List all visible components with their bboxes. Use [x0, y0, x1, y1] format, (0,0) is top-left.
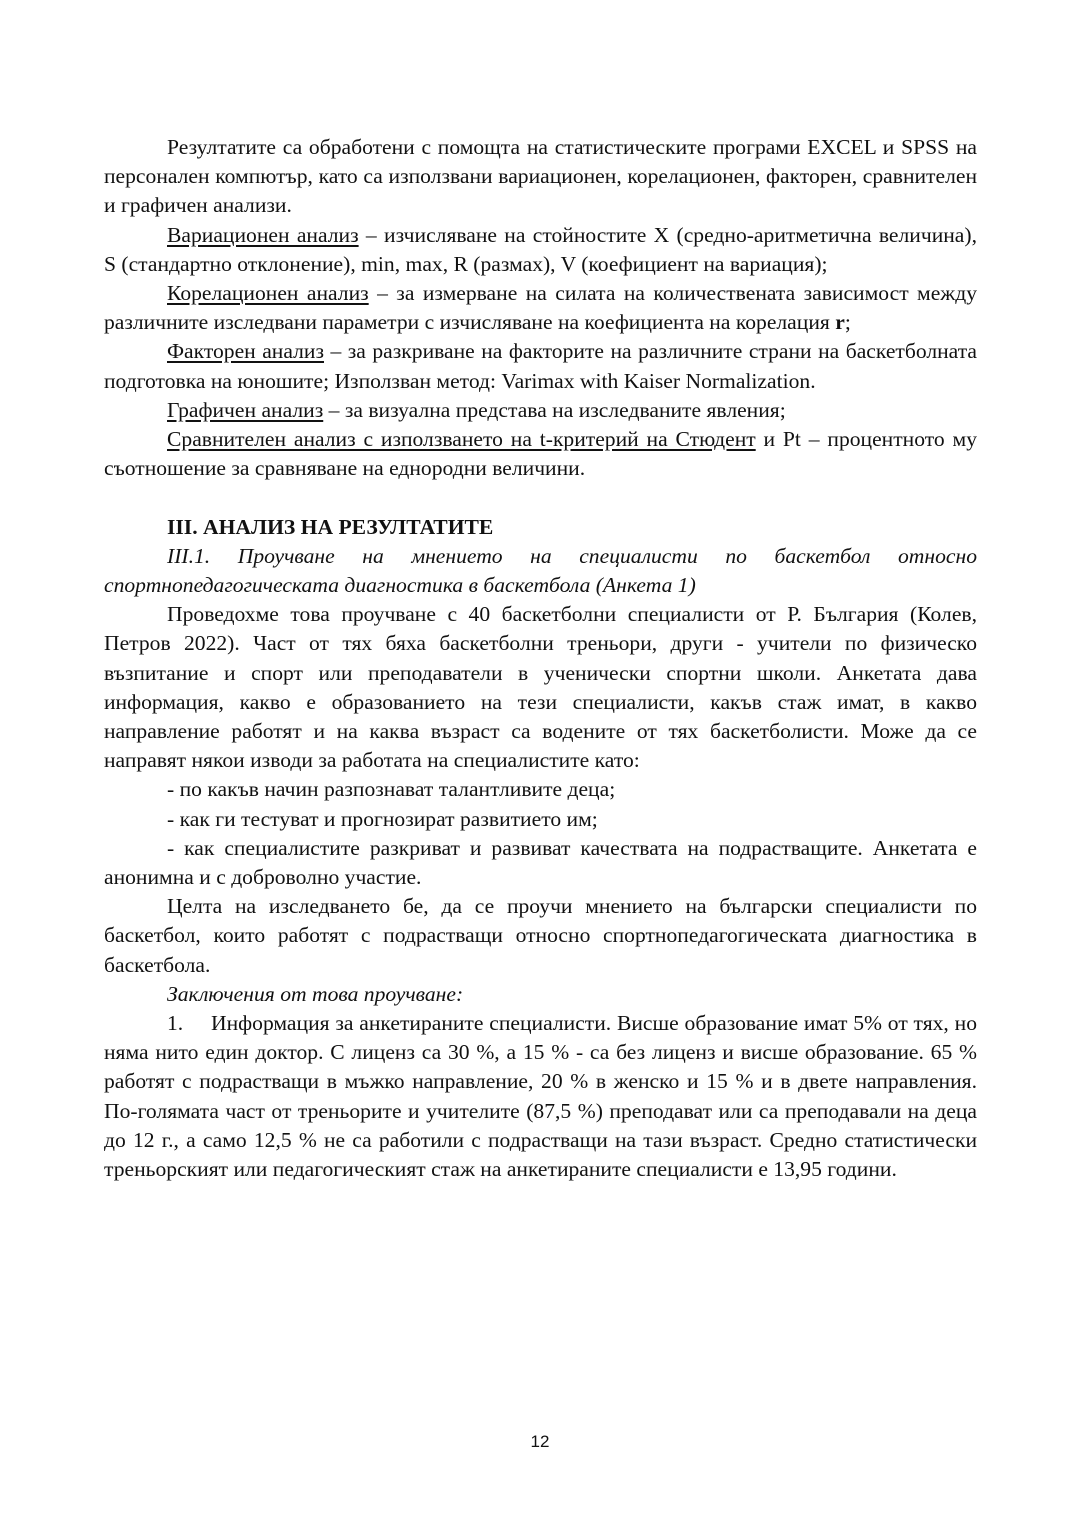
conclusions-label: Заключения от това проучване: — [167, 981, 464, 1006]
section-heading: III. АНАЛИЗ НА РЕЗУЛТАТИТЕ — [167, 514, 494, 539]
correlation-paragraph — [104, 279, 977, 337]
variation-paragraph — [104, 221, 977, 279]
comparative-paragraph — [104, 425, 977, 483]
graphic-paragraph — [104, 396, 977, 425]
factor-text: – за разкриване на факторите на различните страни на баскетболната подготовка на юношите; Използван метод: Varimax with Kaiser Normalization. — [104, 339, 977, 393]
section-subheading: III.1. Проучване на мнението на специалисти по баскетбол относно спортнопедагогическата диагностика в баскетбола (Анкета 1) — [104, 543, 977, 598]
page-body — [104, 133, 977, 1184]
bullet-item: - как ги тестуват и прогнозират развитието им; — [167, 806, 598, 831]
variation-label: Вариационен анализ — [167, 222, 359, 247]
correlation-text: – за измерване на силата на количествената зависимост между различните изследвани параметри с изчисляване на коефициента на корелация — [104, 281, 977, 335]
variation-text: – изчисляване на стойностите X (средно-аритметична величина), S (стандартно отклонение), min, max, R (размах), V (коефициент на вариация); — [104, 222, 977, 276]
item-number: 1. — [167, 1011, 184, 1036]
bullet-item: - по какъв начин разпознават талантливите деца; — [167, 777, 616, 802]
correlation-end: ; — [844, 310, 851, 335]
factor-label: Факторен анализ — [167, 339, 324, 364]
page-number: 12 — [530, 1432, 550, 1451]
bullet-item: - как специалистите разкриват и развиват качествата на подрастващите. Анкетата е анонимна и с доброволно участие. — [104, 835, 977, 890]
factor-paragraph — [104, 337, 977, 395]
correlation-r: r — [835, 310, 845, 335]
correlation-label: Корелационен анализ — [167, 281, 369, 306]
item-text: Информация за анкетираните специалисти. Висше образование имат 5% от тях, но няма нито един доктор. С лиценз са 30 %, а 15 % - са без лиценз и висше образование. 65 % работят с подрастващи в мъжко направление, 20 % в женско и 15 % и в двете направления. По-голямата част от треньорите и учителите (87,5 %) преподават или са преподавали на деца до 12 г., а само 12,5 % не са работили с подрастващи на тази възраст. Средно статистически треньорският или педагогическият стаж на анкетираните специалисти е 13,95 години. — [104, 1011, 977, 1182]
graphic-label: Графичен анализ — [167, 397, 324, 422]
conclusion-item-1 — [104, 1009, 977, 1184]
comparative-label: Сравнителен анализ с използването на t-критерий на Стюдент — [167, 427, 756, 452]
graphic-text: – за визуална представа на изследваните явления; — [323, 397, 786, 422]
methods-intro: Резултатите са обработени с помощта на статистическите програми EXCEL и SPSS на персонален компютър, като са използвани вариационен, корелационен, факторен, сравнителен и графичен анализи. — [104, 135, 977, 218]
study-paragraph: Проведохме това проучване с 40 баскетболни специалисти от Р. България (Колев, Петров 2022). Част от тях бяха баскетболни треньори, други - учители по физическо възпитание и спорт или преподаватели в ученически спортни школи. Анкетата дава информация, какво е образованието на тези специалисти, какъв стаж имат, в какво направление работят и на каква възраст са водените от тях баскетболисти. Може да се направят някои изводи за работата на специалистите като: — [104, 602, 977, 773]
goal-paragraph: Целта на изследването бе, да се проучи мнението на български специалисти по баскетбол, които работят с подрастващи относно спортнопедагогическата диагностика в баскетбола. — [104, 894, 977, 977]
comparative-text: и Pt – процентното му съотношение за сравняване на еднородни величини. — [104, 427, 977, 481]
